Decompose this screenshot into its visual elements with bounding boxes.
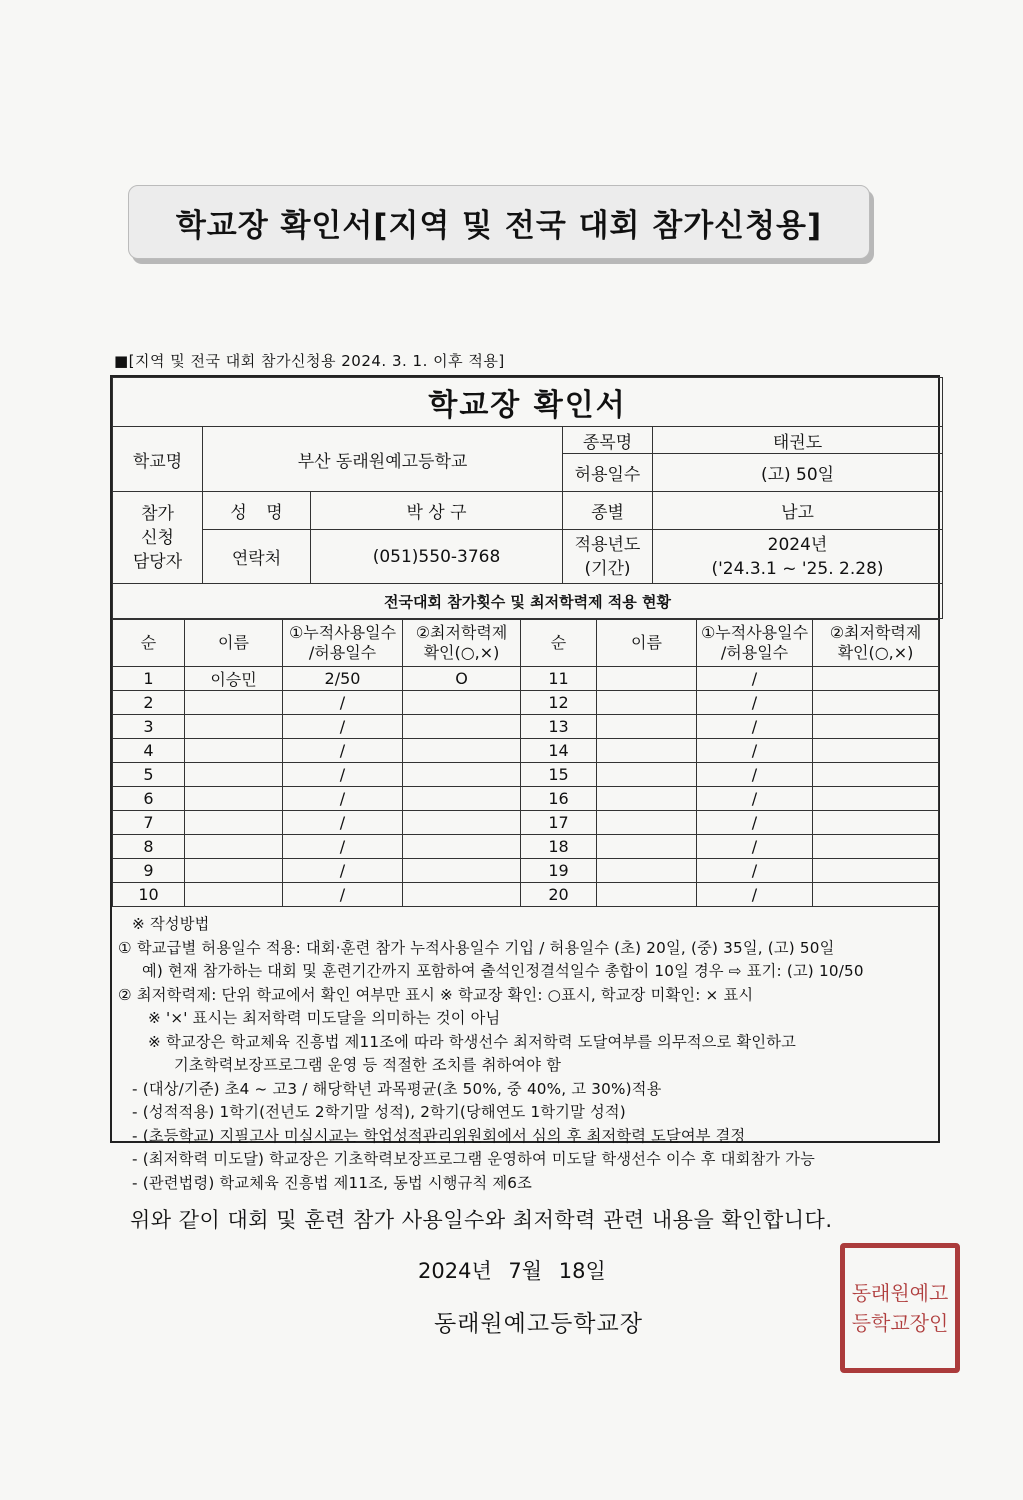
phone-label: 연락처 bbox=[203, 530, 311, 584]
note-line: - (성적적용) 1학기(전년도 2학기말 성적), 2학기(당해연도 1학기말 성적) bbox=[132, 1103, 626, 1121]
year-label-line2: (기간) bbox=[584, 558, 631, 579]
row-check bbox=[813, 763, 939, 787]
sport-value: 태권도 bbox=[653, 427, 943, 454]
row-name bbox=[185, 739, 283, 763]
row-name bbox=[597, 883, 697, 907]
row-check bbox=[403, 835, 521, 859]
row-check bbox=[403, 739, 521, 763]
row-days: / bbox=[697, 691, 813, 715]
note-line: ① 학교급별 허용일수 적용: 대회·훈련 참가 누적사용일수 기입 / 허용일수 (초) 20일, (중) 35일, (고) 50일 bbox=[118, 938, 835, 957]
note-line: 기초학력보장프로그램 운영 등 적절한 조치를 취하여야 함 bbox=[174, 1056, 562, 1074]
row-no: 2 bbox=[113, 691, 185, 715]
contact-label-line3: 담당자 bbox=[132, 551, 183, 572]
row-name bbox=[185, 811, 283, 835]
row-no: 1 bbox=[113, 667, 185, 691]
row-check: O bbox=[403, 667, 521, 691]
row-check bbox=[813, 859, 939, 883]
header-days-2-line2: /허용일수 bbox=[720, 643, 789, 662]
header-check-2-line2: 확인(○,×) bbox=[837, 643, 914, 662]
row-name bbox=[597, 811, 697, 835]
row-check bbox=[813, 835, 939, 859]
row-no: 17 bbox=[521, 811, 597, 835]
row-check bbox=[813, 811, 939, 835]
header-no: 순 bbox=[113, 620, 185, 667]
school-value: 부산 동래원예고등학교 bbox=[203, 427, 563, 492]
header-check-line2: 확인(○,×) bbox=[423, 643, 500, 662]
row-name bbox=[185, 859, 283, 883]
participation-table bbox=[112, 619, 939, 907]
row-no: 10 bbox=[113, 883, 185, 907]
note-line: - (최저학력 미도달) 학교장은 기초학력보장프로그램 운영하여 미도달 학생선수 이수 후 대회참가 가능 bbox=[132, 1150, 815, 1168]
row-name bbox=[597, 763, 697, 787]
note-line: ② 최저학력제: 단위 학교에서 확인 여부만 표시 ※ 학교장 확인: ○표시, 학교장 미확인: × 표시 bbox=[118, 985, 754, 1004]
row-check bbox=[403, 715, 521, 739]
row-check bbox=[813, 883, 939, 907]
header-no-2: 순 bbox=[521, 620, 597, 667]
row-name bbox=[597, 859, 697, 883]
row-check bbox=[813, 667, 939, 691]
note-line: - (초등학교) 지필고사 미실시교는 학업성적관리위원회에서 심의 후 최저학력 도달여부 결정 bbox=[132, 1126, 746, 1145]
table-row bbox=[113, 763, 939, 787]
row-days: / bbox=[283, 859, 403, 883]
table-row bbox=[113, 667, 939, 691]
header-check-2-line1: ②최저학력제 bbox=[829, 623, 922, 642]
row-no: 11 bbox=[521, 667, 597, 691]
contact-label-line1: 참가 bbox=[141, 503, 174, 524]
row-days: 2/50 bbox=[283, 667, 403, 691]
category-label: 종별 bbox=[563, 492, 653, 530]
instructions-heading: ※ 작성방법 bbox=[132, 915, 210, 933]
year-value-line2: ('24.3.1 ~ '25. 2.28) bbox=[711, 558, 884, 579]
header-days-line1: ①누적사용일수 bbox=[288, 623, 397, 642]
row-name bbox=[597, 739, 697, 763]
row-no: 9 bbox=[113, 859, 185, 883]
year-value-line1: 2024년 bbox=[767, 534, 828, 555]
row-name bbox=[597, 691, 697, 715]
table-header-row bbox=[113, 620, 939, 667]
table-row bbox=[113, 715, 939, 739]
note-line: 예) 현재 참가하는 대회 및 훈련기간까지 포함하여 출석인정결석일수 총합이 10일 경우 ⇨ 표기: (고) 10/50 bbox=[142, 962, 864, 980]
row-days: / bbox=[697, 883, 813, 907]
row-days: / bbox=[697, 811, 813, 835]
row-check bbox=[403, 859, 521, 883]
row-days: / bbox=[283, 691, 403, 715]
allowed-days-value: (고) 50일 bbox=[653, 454, 943, 492]
table-row bbox=[113, 691, 939, 715]
row-days: / bbox=[697, 859, 813, 883]
row-no: 14 bbox=[521, 739, 597, 763]
table-row bbox=[113, 811, 939, 835]
contact-person-label bbox=[113, 492, 203, 584]
row-check bbox=[403, 883, 521, 907]
header-check-line1: ②최저학력제 bbox=[415, 623, 508, 642]
header-check bbox=[403, 620, 521, 667]
row-name bbox=[185, 787, 283, 811]
row-no: 15 bbox=[521, 763, 597, 787]
row-no: 4 bbox=[113, 739, 185, 763]
name-value: 박 상 구 bbox=[311, 492, 563, 530]
table-row bbox=[113, 739, 939, 763]
section-label: ■[지역 및 전국 대회 참가신청용 2024. 3. 1. 이후 적용] bbox=[114, 352, 505, 370]
table-row bbox=[113, 883, 939, 907]
row-name bbox=[185, 715, 283, 739]
header-days-line2: /허용일수 bbox=[308, 643, 377, 662]
row-check bbox=[813, 691, 939, 715]
row-check bbox=[813, 715, 939, 739]
school-label: 학교명 bbox=[113, 427, 203, 492]
header-days bbox=[283, 620, 403, 667]
row-name bbox=[185, 763, 283, 787]
category-value: 남고 bbox=[653, 492, 943, 530]
row-no: 19 bbox=[521, 859, 597, 883]
row-no: 3 bbox=[113, 715, 185, 739]
document-title: 학교장 확인서[지역 및 전국 대회 참가신청용] bbox=[175, 207, 823, 244]
row-name bbox=[185, 883, 283, 907]
table-row bbox=[113, 835, 939, 859]
row-no: 13 bbox=[521, 715, 597, 739]
row-no: 5 bbox=[113, 763, 185, 787]
document-title-banner bbox=[128, 185, 870, 259]
table-row bbox=[113, 859, 939, 883]
row-no: 7 bbox=[113, 811, 185, 835]
allowed-days-label: 허용일수 bbox=[563, 454, 653, 492]
header-name-2: 이름 bbox=[597, 620, 697, 667]
row-days: / bbox=[283, 787, 403, 811]
row-name bbox=[185, 691, 283, 715]
row-name bbox=[185, 835, 283, 859]
row-days: / bbox=[283, 811, 403, 835]
row-check bbox=[813, 787, 939, 811]
row-name bbox=[597, 835, 697, 859]
row-name bbox=[597, 787, 697, 811]
row-days: / bbox=[697, 835, 813, 859]
year-value bbox=[653, 530, 943, 584]
row-no: 20 bbox=[521, 883, 597, 907]
row-check bbox=[403, 811, 521, 835]
row-days: / bbox=[283, 763, 403, 787]
row-name bbox=[597, 667, 697, 691]
row-days: / bbox=[697, 739, 813, 763]
name-label: 성 명 bbox=[203, 492, 311, 530]
confirmation-form bbox=[110, 375, 940, 1192]
row-days: / bbox=[283, 715, 403, 739]
row-check bbox=[403, 691, 521, 715]
year-label bbox=[563, 530, 653, 584]
row-no: 6 bbox=[113, 787, 185, 811]
note-line: ※ 학교장은 학교체육 진흥법 제11조에 따라 학생선수 최저학력 도달여부를 의무적으로 확인하고 bbox=[148, 1032, 797, 1051]
row-days: / bbox=[697, 715, 813, 739]
row-days: / bbox=[283, 739, 403, 763]
header-days-2-line1: ①누적사용일수 bbox=[700, 623, 809, 642]
table-row bbox=[113, 787, 939, 811]
note-line: - (관련법령) 학교체육 진흥법 제11조, 동법 시행규칙 제6조 bbox=[132, 1173, 533, 1192]
row-check bbox=[403, 763, 521, 787]
instructions bbox=[112, 907, 938, 1195]
header-check-2 bbox=[813, 620, 939, 667]
confirmation-statement: 위와 같이 대회 및 훈련 참가 사용일수와 최저학력 관련 내용을 확인합니다. bbox=[130, 1208, 833, 1232]
form-header-table bbox=[112, 377, 943, 619]
note-line: ※ '×' 표시는 최저학력 미도달을 의미하는 것이 아님 bbox=[148, 1009, 501, 1027]
form-title: 학교장 확인서 bbox=[113, 378, 943, 427]
phone-value: (051)550-3768 bbox=[311, 530, 563, 584]
row-no: 16 bbox=[521, 787, 597, 811]
row-days: / bbox=[697, 787, 813, 811]
principal-signature: 동래원예고등학교장 bbox=[434, 1311, 643, 1337]
note-line: - (대상/기준) 초4 ~ 고3 / 해당학년 과목평균(초 50%, 중 40%, 고 30%)적용 bbox=[132, 1079, 662, 1098]
sport-label: 종목명 bbox=[563, 427, 653, 454]
row-no: 8 bbox=[113, 835, 185, 859]
row-no: 12 bbox=[521, 691, 597, 715]
row-days: / bbox=[283, 835, 403, 859]
row-name bbox=[597, 715, 697, 739]
row-days: / bbox=[283, 883, 403, 907]
row-days: / bbox=[697, 667, 813, 691]
year-label-line1: 적용년도 bbox=[574, 534, 641, 555]
status-table-title: 전국대회 참가횟수 및 최저학력제 적용 현황 bbox=[113, 584, 943, 619]
contact-label-line2: 신청 bbox=[141, 527, 174, 548]
row-check bbox=[813, 739, 939, 763]
row-name: 이승민 bbox=[185, 667, 283, 691]
row-check bbox=[403, 787, 521, 811]
school-seal-stamp: 동래원예고등학교장인 bbox=[840, 1243, 960, 1373]
row-no: 18 bbox=[521, 835, 597, 859]
header-name: 이름 bbox=[185, 620, 283, 667]
header-days-2 bbox=[697, 620, 813, 667]
issue-date: 2024년 7월 18일 bbox=[418, 1259, 606, 1283]
row-days: / bbox=[697, 763, 813, 787]
